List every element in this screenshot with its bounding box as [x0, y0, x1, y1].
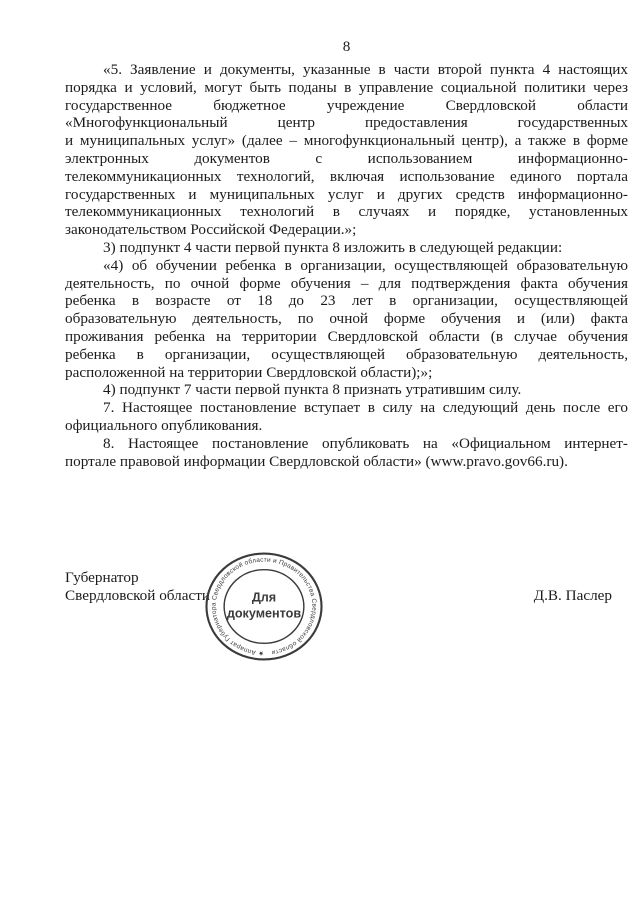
paragraph-1-line-6: электронных документов с использованием информационно-	[65, 149, 628, 167]
signatory-title-line1: Губернатор	[65, 569, 139, 586]
stamp-ring-text: ★ Аппарат Губернатора Свердловской области и Правительства Свердловской области	[210, 556, 318, 657]
page-number: 8	[342, 38, 351, 55]
paragraph-1-line-4: «Многофункциональный центр предоставления государственных	[65, 114, 628, 132]
paragraph-6-line-1: 8. Настоящее постановление опубликовать на «Официальном интернет-	[103, 434, 628, 452]
stamp-center-text-line1: Для	[251, 590, 277, 605]
paragraph-1-line-1: «5. Заявление и документы, указанные в части второй пункта 4 настоящих	[103, 61, 628, 78]
paragraph-3-line-1: «4) об обучении ребенка в организации, осуществляющей образовательную	[103, 256, 628, 274]
paragraph-1-line-8: государственных и муниципальных услуг и других средств информационно-	[65, 185, 628, 203]
signatory-title	[65, 569, 210, 605]
paragraph-3-line-6: ребенка в организации, осуществляющей образовательную деятельность,	[65, 345, 628, 363]
stamp-seal-icon	[203, 551, 325, 662]
paragraph-6-line-2: портале правовой информации Свердловской области» (www.pravo.gov66.ru).	[65, 452, 568, 470]
paragraph-1-line-7: телекоммуникационных технологий, включая использование единого портала	[65, 167, 628, 185]
paragraph-3-line-5: проживания ребенка на территории Свердловской области (в случае обучения	[65, 327, 628, 345]
paragraph-1-line-2: порядка и условий, могут быть поданы в управление социальной политики через	[65, 78, 628, 96]
official-stamp	[203, 551, 325, 662]
paragraph-5-line-2: официального опубликования.	[65, 416, 263, 434]
paragraph-1-line-10: законодательством Российской Федерации.»;	[65, 221, 357, 239]
stamp-center-text-line2: документов	[226, 606, 302, 621]
paragraph-1-line-9: телекоммуникационных технологий в случаях и порядке, установленных	[65, 203, 628, 221]
paragraph-4-line-1: 4) подпункт 7 части первой пункта 8 признать утратившим силу.	[103, 381, 522, 399]
paragraph-3-line-3: ребенка в возрасте от 18 до 23 лет в организации, осуществляющей	[65, 292, 628, 310]
paragraph-3-line-2: деятельность, по очной форме обучения – для подтверждения факта обучения	[65, 274, 628, 292]
paragraph-5-line-1: 7. Настоящее постановление вступает в силу на следующий день после его	[103, 399, 628, 417]
document-body	[65, 61, 628, 470]
paragraph-3-line-7: расположенной на территории Свердловской области);»;	[65, 363, 433, 381]
signature-block	[65, 569, 628, 605]
paragraph-1-line-3: государственное бюджетное учреждение Свердловской области	[65, 96, 628, 114]
paragraph-2-line-1: 3) подпункт 4 части первой пункта 8 изложить в следующей редакции:	[103, 238, 563, 256]
paragraph-3-line-4: образовательную деятельность, по очной форме обучения и (или) факта	[65, 310, 628, 328]
signatory-name: Д.В. Паслер	[533, 586, 612, 604]
signatory-title-line2: Свердловской области	[65, 586, 210, 604]
paragraph-1-line-5: и муниципальных услуг» (далее – многофункциональный центр), а также в форме	[65, 132, 628, 150]
